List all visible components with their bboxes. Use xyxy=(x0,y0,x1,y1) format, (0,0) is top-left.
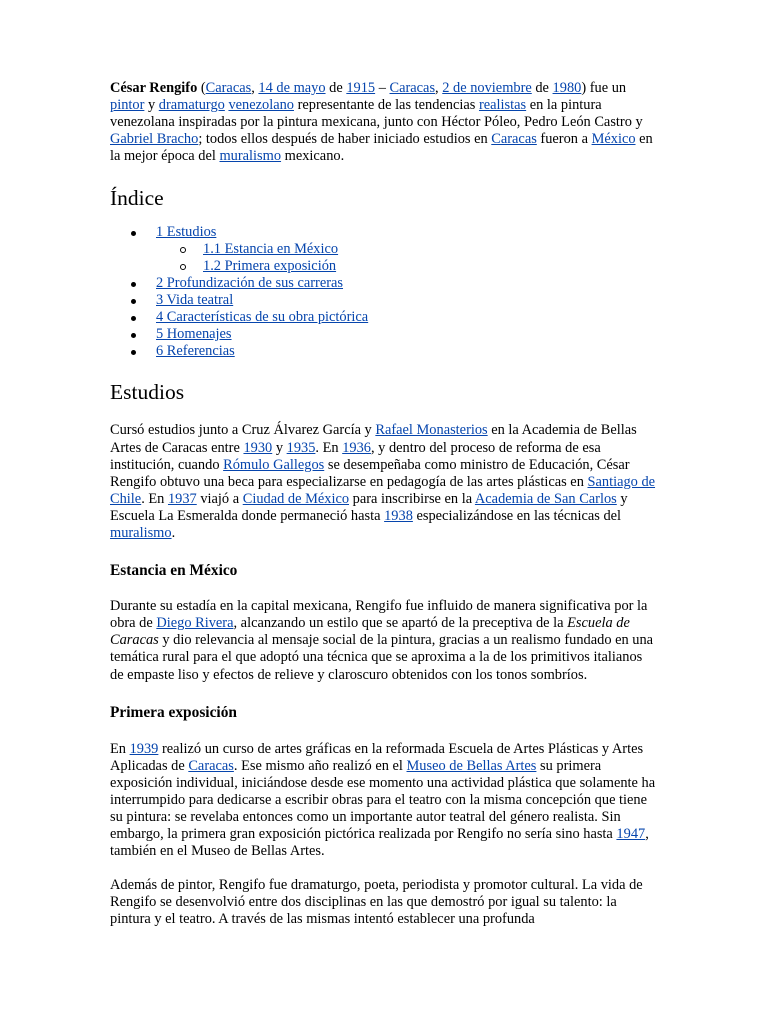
link-gabriel-bracho[interactable]: Gabriel Bracho xyxy=(110,131,199,148)
circle-bullet-icon xyxy=(180,247,186,253)
toc-item-referencias[interactable]: 6 Referencias xyxy=(110,343,658,360)
bullet-icon xyxy=(131,299,136,304)
link-caracas-death[interactable]: Caracas xyxy=(389,80,436,96)
link-realistas[interactable]: realistas xyxy=(478,97,527,114)
link-romulo-gallegos[interactable]: Rómulo Gallegos xyxy=(223,456,325,473)
article xyxy=(110,80,658,929)
link-1936[interactable]: 1936 xyxy=(342,439,371,456)
link-ciudad-de-mexico[interactable]: Ciudad de México xyxy=(242,490,350,507)
link-dramaturgo[interactable]: dramaturgo xyxy=(158,97,225,114)
link-venezolano[interactable]: venezolano xyxy=(228,97,294,114)
link-caracas-2[interactable]: Caracas xyxy=(491,131,537,148)
link-muralismo[interactable]: muralismo xyxy=(219,148,282,165)
link-death-year[interactable]: 1980 xyxy=(552,80,582,96)
link-1937[interactable]: 1937 xyxy=(167,490,197,507)
link-1939[interactable]: 1939 xyxy=(129,740,159,757)
toc-item-vida-teatral[interactable]: 3 Vida teatral xyxy=(110,292,658,309)
link-museo-bellas-artes[interactable]: Museo de Bellas Artes xyxy=(406,757,537,774)
estudios-paragraph: Cursó estudios junto a Cruz Álvarez García y Rafael Monasterios en la Academia de Bellas Artes de Caracas entre 1930 y 1935. En 1936, y dentro del proceso de reforma de esa institución, cuando Rómulo Gallegos se desempeñaba como ministro de Educación, César Rengifo obtuvo una beca para especializarse en pedagogía de las artes plásticas en Santiago de Chile. En 1937 viajó a Ciudad de México para inscribirse en la Academia de San Carlos y Escuela La Esmeralda donde permaneció hasta 1938 especializándose en las técnicas del muralismo. xyxy=(110,422,656,542)
link-1930[interactable]: 1930 xyxy=(243,439,273,456)
link-pintor[interactable]: pintor xyxy=(110,97,145,114)
link-death-date[interactable]: 2 de noviembre xyxy=(442,80,532,96)
link-birth-date[interactable]: 14 de mayo xyxy=(258,80,326,96)
link-1947[interactable]: 1947 xyxy=(616,826,646,843)
table-of-contents xyxy=(110,224,658,360)
section-heading-estancia: Estancia en México xyxy=(110,562,238,580)
bullet-icon xyxy=(131,316,136,321)
section-heading-primera-exposicion: Primera exposición xyxy=(110,703,237,721)
estancia-paragraph: Durante su estadía en la capital mexicana, Rengifo fue influido de manera significativa por la obra de Diego Rivera, alcanzando un estilo que se apartó de la preceptiva de la Escuela de Caracas y dio relevancia al mensaje social de la pintura, gracias a un realismo fundado en una temática rural para el que adoptó una técnica que se aproxima a la de los primitivos italianos de empaste liso y efectos de relieve y claroscuro obtenidos con los tonos sombríos. xyxy=(110,598,654,683)
link-santiago-de-chile[interactable]: Santiago de Chile xyxy=(110,473,656,507)
article-subject: César Rengifo xyxy=(110,80,198,96)
ademas-paragraph: Además de pintor, Rengifo fue dramaturgo, poeta, periodista y promotor cultural. La vida de Rengifo se desenvolvió entre dos disciplinas en las que demostró por igual su talento: la pintura y el teatro. A través de las mismas intentó establecer una profunda xyxy=(110,877,643,928)
toc-heading: Índice xyxy=(110,186,164,211)
toc-item-profundizacion[interactable]: 2 Profundización de sus carreras xyxy=(110,275,658,292)
link-mexico[interactable]: México xyxy=(591,131,636,148)
toc-item-primera-exposicion[interactable]: 1.2 Primera exposición xyxy=(110,258,658,275)
link-caracas-3[interactable]: Caracas xyxy=(188,757,234,774)
link-academia-san-carlos[interactable]: Academia de San Carlos xyxy=(474,490,617,507)
intro-paragraph: César Rengifo (Caracas, 14 de mayo de 1915 – Caracas, 2 de noviembre de 1980) fue un pintor y dramaturgo venezolano representante de las tendencias realistas en la pintura venezolana inspiradas por la pintura mexicana, junto con Héctor Póleo, Pedro León Castro y Gabriel Bracho; todos ellos después de haber iniciado estudios en Caracas fueron a México en la mejor época del muralismo mexicano. xyxy=(110,80,653,165)
link-1935[interactable]: 1935 xyxy=(286,439,316,456)
link-1938[interactable]: 1938 xyxy=(384,507,413,524)
section-heading-estudios: Estudios xyxy=(110,380,185,405)
link-birth-year[interactable]: 1915 xyxy=(346,80,376,96)
italic-escuela-de-caracas: Escuela de Caracas xyxy=(110,615,630,649)
link-diego-rivera[interactable]: Diego Rivera xyxy=(156,615,234,632)
circle-bullet-icon xyxy=(180,264,186,270)
toc-item-homenajes[interactable]: 5 Homenajes xyxy=(110,326,658,343)
link-caracas[interactable]: Caracas xyxy=(205,80,252,96)
toc-item-estudios[interactable]: 1 Estudios xyxy=(110,224,658,241)
link-rafael-monasterios[interactable]: Rafael Monasterios xyxy=(375,422,488,439)
toc-item-estancia[interactable]: 1.1 Estancia en México xyxy=(110,241,658,258)
bullet-icon xyxy=(131,333,136,338)
primera-exposicion-paragraph: En 1939 realizó un curso de artes gráficas en la reformada Escuela de Artes Plásticas y Artes Aplicadas de Caracas. Ese mismo año realizó en el Museo de Bellas Artes su primera exposición individual, iniciándose desde ese momento una actividad plástica que solamente ha interrumpido para dedicarse a escribir obras para el teatro con la misma concepción que tiene su pintura: se revelaba entonces como un importante autor teatral del género realista. Sin embargo, la primera gran exposición pictórica realizada por Rengifo no sería sino hasta 1947, también en el Museo de Bellas Artes. xyxy=(110,740,656,860)
toc-item-caracteristicas[interactable]: 4 Características de su obra pictórica xyxy=(110,309,658,326)
bullet-icon xyxy=(131,350,136,355)
bullet-icon xyxy=(131,231,136,236)
bullet-icon xyxy=(131,282,136,287)
link-muralismo-2[interactable]: muralismo xyxy=(110,525,172,542)
